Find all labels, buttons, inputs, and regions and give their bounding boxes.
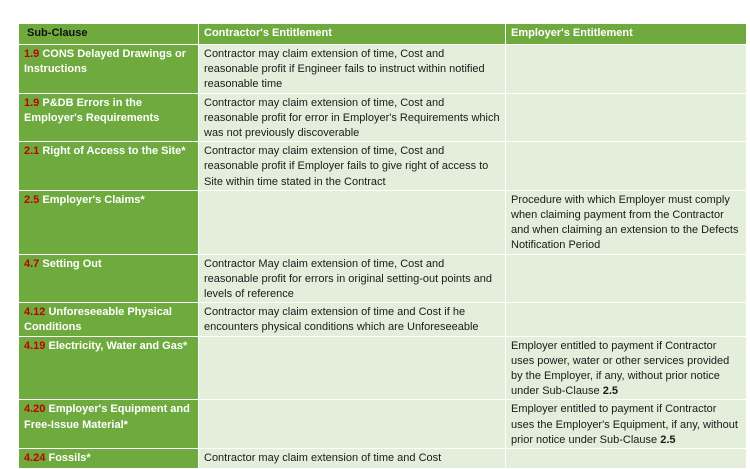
employer-cell <box>506 45 747 94</box>
clause-number: 4.24 <box>24 452 46 465</box>
clause-number: 2.5 <box>24 193 40 206</box>
sub-clause-cell <box>19 45 199 94</box>
entitlement-table <box>18 23 747 469</box>
contractor-cell: Contractor may claim extension of time and Cost <box>199 449 506 469</box>
clause-number: 2.1 <box>24 145 40 158</box>
contractor-cell: Contractor may claim extension of time, Cost and reasonable profit for error in Employer's Requirements which was not previously discoverable <box>199 93 506 142</box>
employer-cell <box>506 93 747 142</box>
sub-clause-cell <box>19 336 199 400</box>
contractor-cell <box>199 400 506 449</box>
table-row <box>19 400 747 449</box>
employer-cell: Procedure with which Employer must comply when claiming payment from the Contractor and when claiming an extension to the Defects Notification Period <box>506 190 747 254</box>
clause-number: 4.20 <box>24 403 46 416</box>
header-sub-clause: Sub-Clause <box>19 24 199 45</box>
clause-title: CONS Delayed Drawings or Instructions <box>24 48 187 76</box>
table-row <box>19 336 747 400</box>
employer-cell <box>506 254 747 303</box>
contractor-cell: Contractor may claim extension of time and Cost if he encounters physical conditions which are Unforeseeable <box>199 303 506 336</box>
clause-number: 4.12 <box>24 306 46 319</box>
sub-clause-cell <box>19 303 199 336</box>
clause-number: 1.9 <box>24 96 40 109</box>
clause-title: P&DB Errors in the Employer's Requirements <box>24 96 160 124</box>
employer-cell <box>506 400 747 449</box>
clause-number: 1.9 <box>24 48 40 60</box>
sub-clause-cell <box>19 142 199 191</box>
employer-cell <box>506 303 747 336</box>
contractor-cell <box>199 190 506 254</box>
clause-title: Employer's Claims* <box>42 193 145 206</box>
table-row <box>19 449 747 469</box>
clause-number: 4.19 <box>24 339 46 352</box>
clause-title: Employer's Equipment and Free-Issue Material* <box>24 403 190 431</box>
employer-text: Employer entitled to payment if Contractor uses power, water or other services provided by the Employer, if any, without prior notice under Sub-Clause <box>511 339 730 398</box>
table-row <box>19 254 747 303</box>
header-row <box>19 24 747 45</box>
clause-title: Right of Access to the Site* <box>42 145 186 158</box>
clause-title: Unforeseeable Physical Conditions <box>24 306 172 334</box>
sub-clause-cell <box>19 190 199 254</box>
sub-clause-reference: 2.5 <box>602 385 619 398</box>
contractor-cell <box>199 336 506 400</box>
employer-cell <box>506 449 747 469</box>
table-row <box>19 190 747 254</box>
sub-clause-cell <box>19 449 199 469</box>
header-employer-entitlement: Employer's Entitlement <box>506 24 747 45</box>
clause-title: Setting Out <box>42 257 102 270</box>
contractor-cell: Contractor may claim extension of time, Cost and reasonable profit if Engineer fails to instruct within notified reasonable time <box>199 45 506 94</box>
clause-title: Fossils* <box>48 452 91 465</box>
employer-text: Employer entitled to payment if Contractor uses the Employer's Equipment, if any, without prior notice under Sub-Clause <box>511 403 738 446</box>
contractor-cell: Contractor may claim extension of time, Cost and reasonable profit if Employer fails to give right of access to Site within time stated in the Contract <box>199 142 506 191</box>
header-contractor-entitlement: Contractor's Entitlement <box>199 24 506 45</box>
table-row <box>19 303 747 336</box>
table-row <box>19 93 747 142</box>
clause-number: 4.7 <box>24 257 40 270</box>
sub-clause-cell <box>19 254 199 303</box>
sub-clause-reference: 2.5 <box>660 433 676 446</box>
sub-clause-cell <box>19 93 199 142</box>
employer-cell <box>506 142 747 191</box>
table-row <box>19 142 747 191</box>
clause-title: Electricity, Water and Gas* <box>48 339 188 352</box>
contractor-cell: Contractor May claim extension of time, Cost and reasonable profit for errors in original setting-out points and levels of reference <box>199 254 506 303</box>
table-row <box>19 45 747 94</box>
sub-clause-cell <box>19 400 199 449</box>
employer-cell <box>506 336 747 400</box>
